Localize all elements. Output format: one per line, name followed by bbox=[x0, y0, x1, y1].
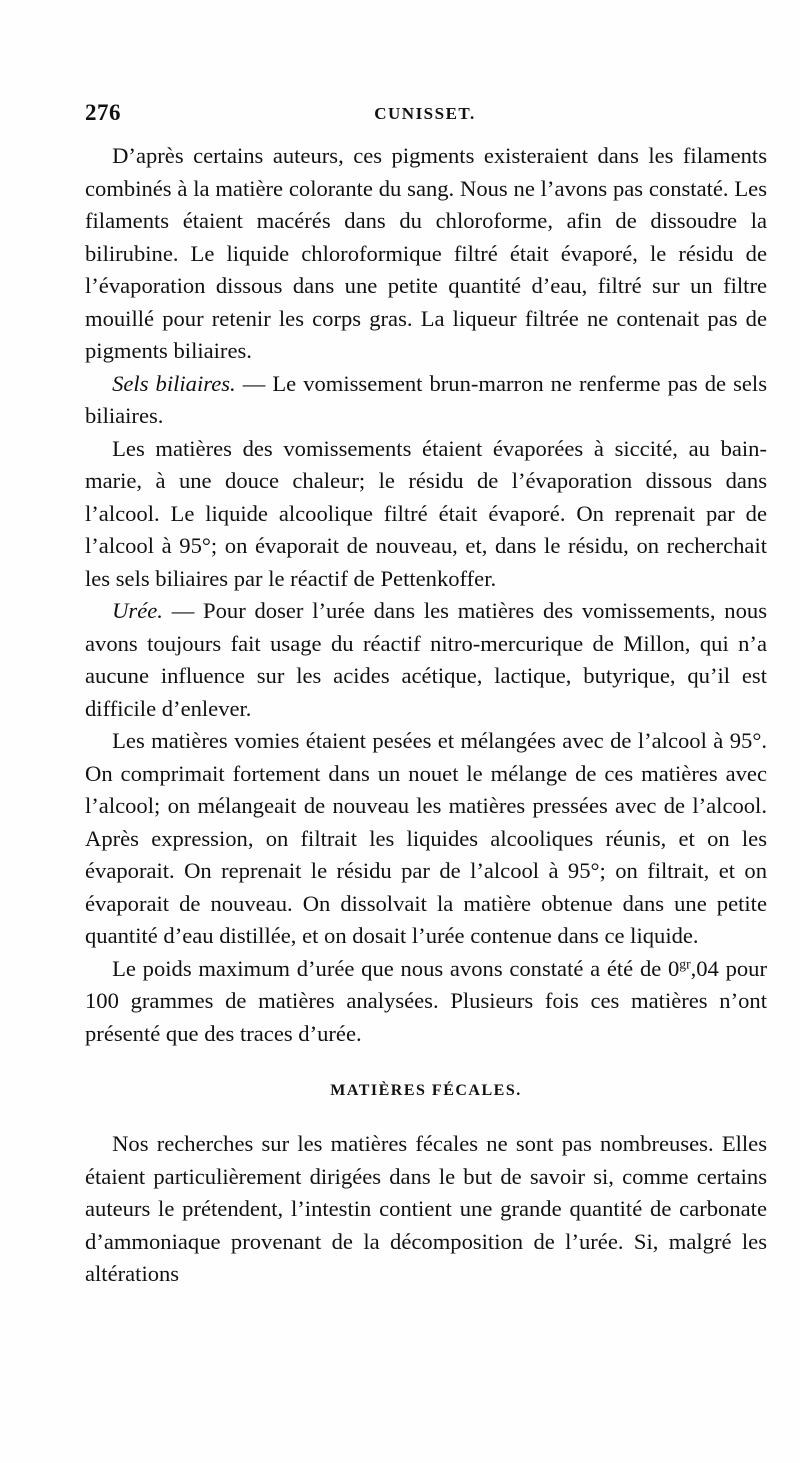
running-head: CUNISSET. bbox=[374, 104, 476, 123]
unit-superscript: gr bbox=[679, 956, 691, 972]
runin-heading-sels-biliaires: Sels biliaires. bbox=[112, 370, 236, 396]
section-heading: MATIÈRES FÉCALES. bbox=[330, 1082, 522, 1099]
paragraph-matieres-fecales: Nos recherches sur les matières fécales ne sont pas nombreuses. Elles étaient particulièrement dirigées dans le but de savoir si, comme certains auteurs le prétendent, l’intestin contient une grande quantité de carbonate d’ammoniaque provenant de la décomposition de l’urée. Si, malgré les altérations bbox=[85, 1131, 767, 1286]
paragraph-uree: Urée. — Pour doser l’urée dans les matières des vomissements, nous avons toujours fait usage du réactif nitro-mercurique de Millon, qui n’a aucune influence sur les acides acétique, lactique, butyrique, qu’il est difficile d’enlever. bbox=[85, 598, 767, 721]
body-text bbox=[85, 140, 767, 1291]
paragraph-poids-maximum: Le poids maximum d’urée que nous avons constaté a été de $0^{gr},04$ pour 100 grammes de matières analysées. Plusieurs fois ces matières n’ont présenté que des traces d’urée. bbox=[85, 955, 767, 1046]
paragraph-pigments: D’après certains auteurs, ces pigments existeraient dans les filaments combinés à la matière colorante du sang. Nous ne l’avons pas constaté. Les filaments étaient macérés dans du chloroforme, afin de dissoudre la bilirubine. Le liquide chloroformique filtré était évaporé, le résidu de l’évaporation dissous dans une petite quantité d’eau, filtré sur un filtre mouillé pour retenir les corps gras. La liqueur filtrée ne contenait pas de pigments biliaires. bbox=[85, 143, 767, 363]
page-number: 276 bbox=[85, 100, 121, 125]
page-header bbox=[85, 100, 765, 136]
paragraph-matieres-vomies: Les matières vomies étaient pesées et mélangées avec de l’alcool à 95°. On comprimait fortement dans un nouet le mélange de ces matières avec l’alcool; on mélangeait de nouveau les matières pressées avec de l’alcool. Après expression, on filtrait les liquides alcooliques réunis, et on les évaporait. On reprenait le résidu par de l’alcool à 95°; on filtrait, et on évaporait de nouveau. On dissolvait la matière obtenue dans une petite quantité d’eau distillée, et on dosait l’urée contenue dans ce liquide. bbox=[85, 728, 767, 948]
paragraph-sels-biliaires: Sels biliaires. — Le vomissement brun-marron ne renferme pas de sels biliaires. bbox=[85, 370, 767, 428]
runin-heading-uree: Urée. bbox=[112, 598, 163, 623]
paragraph-evaporation: Les matières des vomissements étaient évaporées à siccité, au bain-marie, à une douce chaleur; le résidu de l’évaporation dissous dans l’alcool. Le liquide alcoolique filtré était évaporé. On reprenait par de l’alcool à 95°; on évaporait de nouveau, et, dans le résidu, on recherchait les sels biliaires par le réactif de Pettenkoffer. bbox=[85, 435, 767, 591]
